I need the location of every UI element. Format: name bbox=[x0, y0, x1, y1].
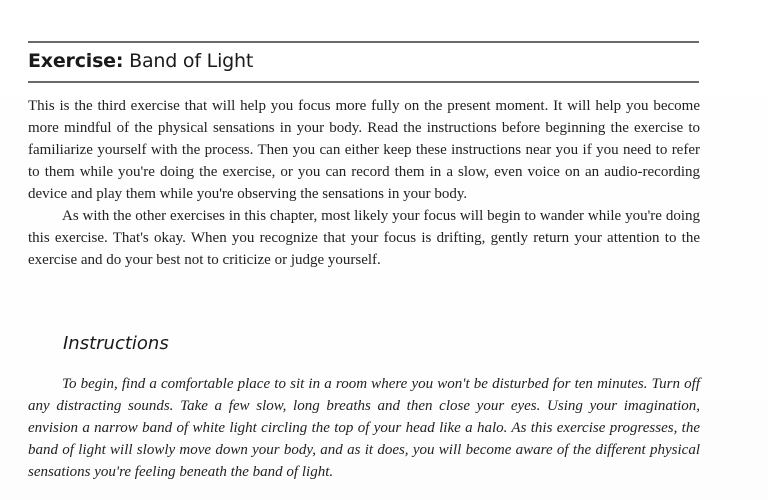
exercise-label: Exercise: bbox=[28, 50, 124, 72]
bottom-rule bbox=[28, 81, 699, 83]
top-rule bbox=[28, 41, 699, 43]
instructions-heading: Instructions bbox=[63, 333, 169, 354]
intro-section bbox=[28, 95, 700, 271]
intro-paragraph-2: As with the other exercises in this chapter, most likely your focus will begin to wander while you're doing this exercise. That's okay. When you recognize that your focus is drifting, gently return your attention to the exercise and do your best not to criticize or judge yourself. bbox=[28, 208, 700, 268]
exercise-name: Band of Light bbox=[129, 50, 254, 72]
intro-paragraph-1: This is the third exercise that will help you focus more fully on the present moment. It will help you become more mindful of the physical sensations in your body. Read the instructions before beginning the exercise to familiarize yourself with the process. Then you can either keep these instructions near you if you need to refer to them while you're doing the exercise, or you can record them in a slow, even voice on an audio-recording device and play them while you're observing the sensations in your body. bbox=[28, 98, 700, 202]
instructions-paragraph-1: To begin, find a comfortable place to sit in a room where you won't be disturbed for ten minutes. Turn off any distracting sounds. Take a few slow, long breaths and then close your eyes. Using your imagination, envision a narrow band of white light circling the top of your head like a halo. As this exercise progresses, the band of light will slowly move down your body, and as it does, you will become aware of the different physical sensations you're feeling beneath the band of light. bbox=[28, 376, 700, 480]
instructions-section bbox=[28, 373, 700, 483]
exercise-title bbox=[28, 50, 253, 72]
